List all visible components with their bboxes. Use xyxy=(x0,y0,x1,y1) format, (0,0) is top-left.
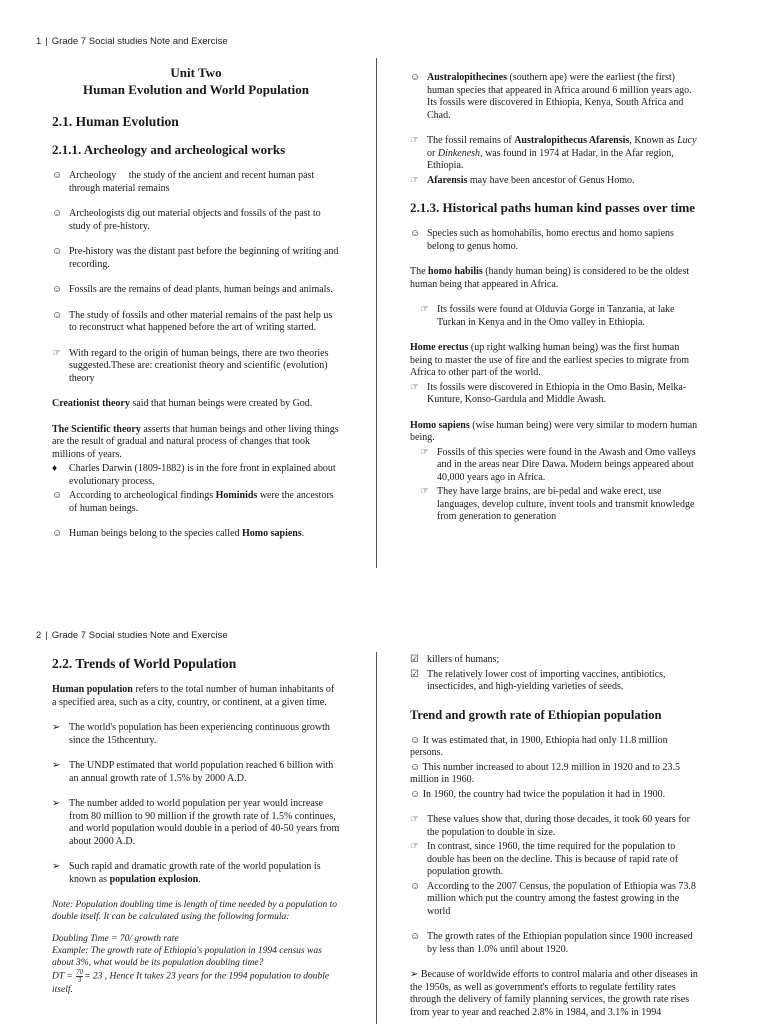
item-text: According to archeological findings xyxy=(69,490,216,501)
worldwide-paragraph xyxy=(410,969,700,1019)
page-number: 1 xyxy=(36,36,42,47)
pointing-hand-icon: ☞ xyxy=(420,486,429,497)
list-item xyxy=(420,486,700,524)
checkbox-icon: ☑ xyxy=(410,668,419,680)
pointing-hand-icon: ☞ xyxy=(410,135,419,146)
subsection-title: 2.1.1. Archeology and archeological works xyxy=(52,142,286,157)
item-text: Its fossils were found at Olduvia Gorge in Tanzania, at lake Turkan in Kenya and in the Omo valley in Ethiopia. xyxy=(437,304,675,328)
item-text: They have large brains, are bi-pedal and wake erect, use languages, develop culture, invent tools and transmit knowledge from generation to generation xyxy=(437,486,695,522)
dt-result: = 23 , Hence It takes 23 years for the 1994 population to double itself. xyxy=(52,971,330,995)
term: homo habilis xyxy=(428,266,483,277)
header-title: Grade 7 Social studies Note and Exercise xyxy=(51,36,228,47)
fraction-denominator: 3 xyxy=(77,976,82,984)
arrow-icon: ➢ xyxy=(52,861,61,872)
term: Creationist theory xyxy=(52,398,130,409)
list-item xyxy=(52,208,340,233)
formula: Doubling Time = 70/ growth rate xyxy=(52,934,179,944)
item-text: Human beings belong to the species called xyxy=(69,528,243,539)
right-column xyxy=(410,654,700,1032)
pointing-hand-icon: ☞ xyxy=(410,381,419,393)
list-item xyxy=(52,310,340,335)
list-item xyxy=(410,931,700,956)
list-item xyxy=(410,228,700,253)
smiley-icon: ☺ xyxy=(52,246,63,257)
fraction xyxy=(76,969,83,984)
list-item xyxy=(410,841,700,879)
smiley-icon: ☺ xyxy=(52,170,63,181)
list-item xyxy=(410,669,700,694)
term: Archeology xyxy=(69,170,117,181)
italic-name: Lucy xyxy=(677,135,697,146)
arrow-icon: ➢ xyxy=(52,722,61,733)
list-item xyxy=(52,861,340,886)
pointing-hand-icon: ☞ xyxy=(410,841,419,852)
column-divider xyxy=(376,58,377,568)
arrow-icon: ➢ xyxy=(52,798,61,809)
list-item xyxy=(410,654,700,667)
item-text: The UNDP estimated that world population reached 6 billion with an annual growth rate of 1.5% by 2000 A.D. xyxy=(69,760,334,784)
fact-text: In 1960, the country had twice the population it had in 1900. xyxy=(420,788,666,800)
list-item xyxy=(52,798,340,848)
pointing-hand-icon: ☞ xyxy=(52,347,61,359)
calculation xyxy=(52,969,340,996)
section-title: 2.2. Trends of World Population xyxy=(52,656,237,671)
section-title: 2.1. Human Evolution xyxy=(52,114,179,129)
term: Hominids xyxy=(215,490,258,501)
paragraph-text: said that human beings were created by God. xyxy=(129,398,313,409)
fact-text: It was estimated that, in 1900, Ethiopia had only 11.8 million persons. xyxy=(410,734,668,758)
unit-subtitle: Human Evolution and World Population xyxy=(83,82,309,97)
smiley-icon: ☺ xyxy=(52,490,63,501)
header-title: Grade 7 Social studies Note and Exercise xyxy=(51,630,228,641)
pointing-hand-icon: ☞ xyxy=(410,174,419,186)
item-text: the study of the ancient and recent human past through material remains xyxy=(69,170,315,194)
item-text: According to the 2007 Census, the population of Ethiopia was 73.8 million which put the country among the fastest growing in the world xyxy=(427,880,696,917)
item-text: The growth rates of the Ethiopian population since 1900 increased by less than 1.0% until about 1920. xyxy=(427,931,693,955)
subsection-title: Trend and growth rate of Ethiopian population xyxy=(410,707,662,722)
list-item xyxy=(52,246,340,271)
smiley-icon: ☺ xyxy=(52,208,63,219)
list-item xyxy=(52,722,340,747)
term: population explosion xyxy=(109,873,199,885)
list-item xyxy=(52,463,340,488)
item-text: With regard to the origin of human beings, there are two theories suggested.These are: creationist theory and scientific (evolution) theory xyxy=(69,347,329,384)
fact-line xyxy=(410,762,700,787)
page-header: 2 | Grade 7 Social studies Note and Exercise xyxy=(36,630,228,641)
right-column xyxy=(410,72,700,537)
list-item xyxy=(52,170,340,195)
smiley-icon: ☺ xyxy=(410,931,421,942)
erectus-paragraph xyxy=(410,342,700,380)
paragraph-text: (wise human being) were very similar to modern human being. xyxy=(410,419,698,443)
term: Homo sapiens xyxy=(242,528,302,539)
term: Homo sapiens xyxy=(410,419,470,431)
item-text: may have been ancestor of Genus Homo. xyxy=(467,174,635,186)
list-item xyxy=(410,814,700,839)
item-text: Fossils are the remains of dead plants, human beings and animals. xyxy=(69,284,333,295)
list-item xyxy=(420,304,700,329)
page-header: 1 | Grade 7 Social studies Note and Exercise xyxy=(36,36,228,47)
paragraph-text: (handy human being) is considered to be the oldest human being that appeared in Africa. xyxy=(410,266,690,290)
item-text: In contrast, since 1960, the time required for the population to double has been on the decline. This is because of rapid rate of population growth. xyxy=(427,841,679,877)
item-text: The world's population has been experiencing continuous growth since the 15thcentury. xyxy=(69,722,330,746)
item-text: Species such as homohabilis, homo erectus and homo sapiens belong to genus homo. xyxy=(427,228,674,252)
list-item xyxy=(410,881,700,919)
smiley-icon: ☺ xyxy=(410,734,421,746)
smiley-icon: ☺ xyxy=(52,528,63,539)
list-item xyxy=(52,528,340,541)
paragraph-text: Because of worldwide efforts to control malaria and other diseases in the 1950s, as well as government's efforts to regulate fertility rates through the delivery of family planning services, the growth rate rises from year to year and reached 2.8% in 1984, and 3.1% in 1994 xyxy=(410,969,698,1018)
term: Human population xyxy=(52,684,133,695)
smiley-icon: ☺ xyxy=(410,761,421,773)
fact-line xyxy=(410,789,700,802)
list-item xyxy=(52,284,340,297)
pointing-hand-icon: ☞ xyxy=(420,446,429,458)
doubling-note: Note: Population doubling time is length of time needed by a population to double itself. It can be calculated using the following formula: xyxy=(52,900,337,922)
fact-text: This number increased to about 12.9 million in 1920 and to 23.5 million in 1960. xyxy=(410,761,680,785)
list-item xyxy=(410,382,700,407)
paragraph-text: The xyxy=(410,266,429,277)
item-text: Archeologists dig out material objects and fossils of the past to study of pre-history. xyxy=(69,208,321,232)
item-text: The number added to world population per year would increase from 80 million to 90 million if the growth rate of 1.5% continues, and world population would double in a period of 40-50 years from about 2000 A.D. xyxy=(69,798,340,847)
item-text: , Known as xyxy=(629,135,678,146)
definition-paragraph xyxy=(52,684,340,709)
fact-line xyxy=(410,735,700,760)
paragraph-text: (up right walking human being) was the first human being to master the use of fire and the earliest species to migrate from Africa to other part of the world. xyxy=(410,342,690,378)
diamond-icon: ♦ xyxy=(52,463,58,474)
example: Example: The growth rate of Ethiopia's population in 1994 census was about 3%, what would be its population doubling time? xyxy=(52,946,322,968)
habilis-paragraph xyxy=(410,266,700,291)
item-text: These values show that, during those decades, it took 60 years for the population to double in size. xyxy=(427,814,690,838)
list-item xyxy=(52,760,340,785)
list-item xyxy=(420,447,700,485)
fraction-numerator: 70 xyxy=(76,968,84,976)
item-text: or xyxy=(427,147,438,159)
term: The Scientific theory xyxy=(52,423,141,435)
item-text: . xyxy=(301,528,305,539)
pointing-hand-icon: ☞ xyxy=(410,814,419,825)
left-column xyxy=(52,654,340,996)
checkbox-icon: ☑ xyxy=(410,654,419,665)
smiley-icon: ☺ xyxy=(52,284,63,295)
list-item xyxy=(410,72,700,122)
item-text: (southern ape) were the earliest (the first) human species that appeared in Africa around 6 million years ago. Its fossils were discovered in Ethiopia, Kenya, South Africa and Chad. xyxy=(427,72,692,121)
item-text: were the ancestors of human beings. xyxy=(69,490,334,514)
item-text: The fossil remains of xyxy=(427,135,515,146)
scientific-paragraph xyxy=(52,424,340,462)
page-2 xyxy=(0,618,768,1024)
term: Australopithecines xyxy=(427,72,507,83)
unit-title: Unit Two xyxy=(170,65,222,80)
item-text: Pre-history was the distant past before the beginning of writing and recording. xyxy=(69,246,339,270)
list-item xyxy=(52,490,340,515)
smiley-icon: ☺ xyxy=(52,309,63,321)
list-item xyxy=(52,348,340,386)
column-divider xyxy=(376,652,377,1024)
item-text: killers of humans; xyxy=(427,654,500,665)
smiley-icon: ☺ xyxy=(410,72,421,83)
term: Home erectus xyxy=(410,342,469,353)
item-text: The study of fossils and other material remains of the past help us to reconstruct what happened before the art of writing started. xyxy=(69,309,333,333)
italic-name: Dinkenesh xyxy=(437,147,481,159)
list-item xyxy=(410,175,700,188)
sapiens-paragraph xyxy=(410,420,700,445)
smiley-icon: ☺ xyxy=(410,228,421,239)
left-column xyxy=(52,64,340,554)
item-text: . xyxy=(198,873,201,885)
paragraph-text: asserts that human beings and other living things are the result of gradual and natural process of changes that took millions of years. xyxy=(52,423,339,460)
creationist-paragraph xyxy=(52,398,340,411)
pointing-hand-icon: ☞ xyxy=(420,304,429,315)
item-text: The relatively lower cost of importing vaccines, antibiotics, insecticides, and high-yielding varieties of seeds. xyxy=(427,668,666,692)
dt-label: DT = xyxy=(52,971,73,982)
paragraph-text: refers to the total number of human inhabitants of a specified area, such as a city, country, or continent, at a given time. xyxy=(52,684,335,708)
item-text: Its fossils were discovered in Ethiopia in the Omo Basin, Melka-Kunture, Konso-Gardula and Middle Awash. xyxy=(427,381,687,405)
smiley-icon: ☺ xyxy=(410,788,421,800)
smiley-icon: ☺ xyxy=(410,880,421,892)
item-text: , was found in 1974 at Hadar, in the Afar region, Ethiopia. xyxy=(427,147,674,171)
subsection-title: 2.1.3. Historical paths human kind passes over time xyxy=(410,200,696,215)
item-text: Charles Darwin (1809-1882) is in the fore front in explained about evolutionary process. xyxy=(69,463,336,487)
term: Australopithecus Afarensis xyxy=(514,135,630,146)
list-item xyxy=(410,135,700,173)
arrow-icon: ➢ xyxy=(52,760,61,771)
item-text: Fossils of this species were found in the Awash and Omo valleys and in the areas near Dire Dawa. Modern beings appeared about 40,000 years ago in Africa. xyxy=(437,446,696,483)
term: Afarensis xyxy=(427,174,468,186)
page-number: 2 xyxy=(36,630,42,641)
arrow-icon: ➢ xyxy=(410,969,419,980)
item-text: Such rapid and dramatic growth rate of the world population is known as xyxy=(69,861,321,885)
